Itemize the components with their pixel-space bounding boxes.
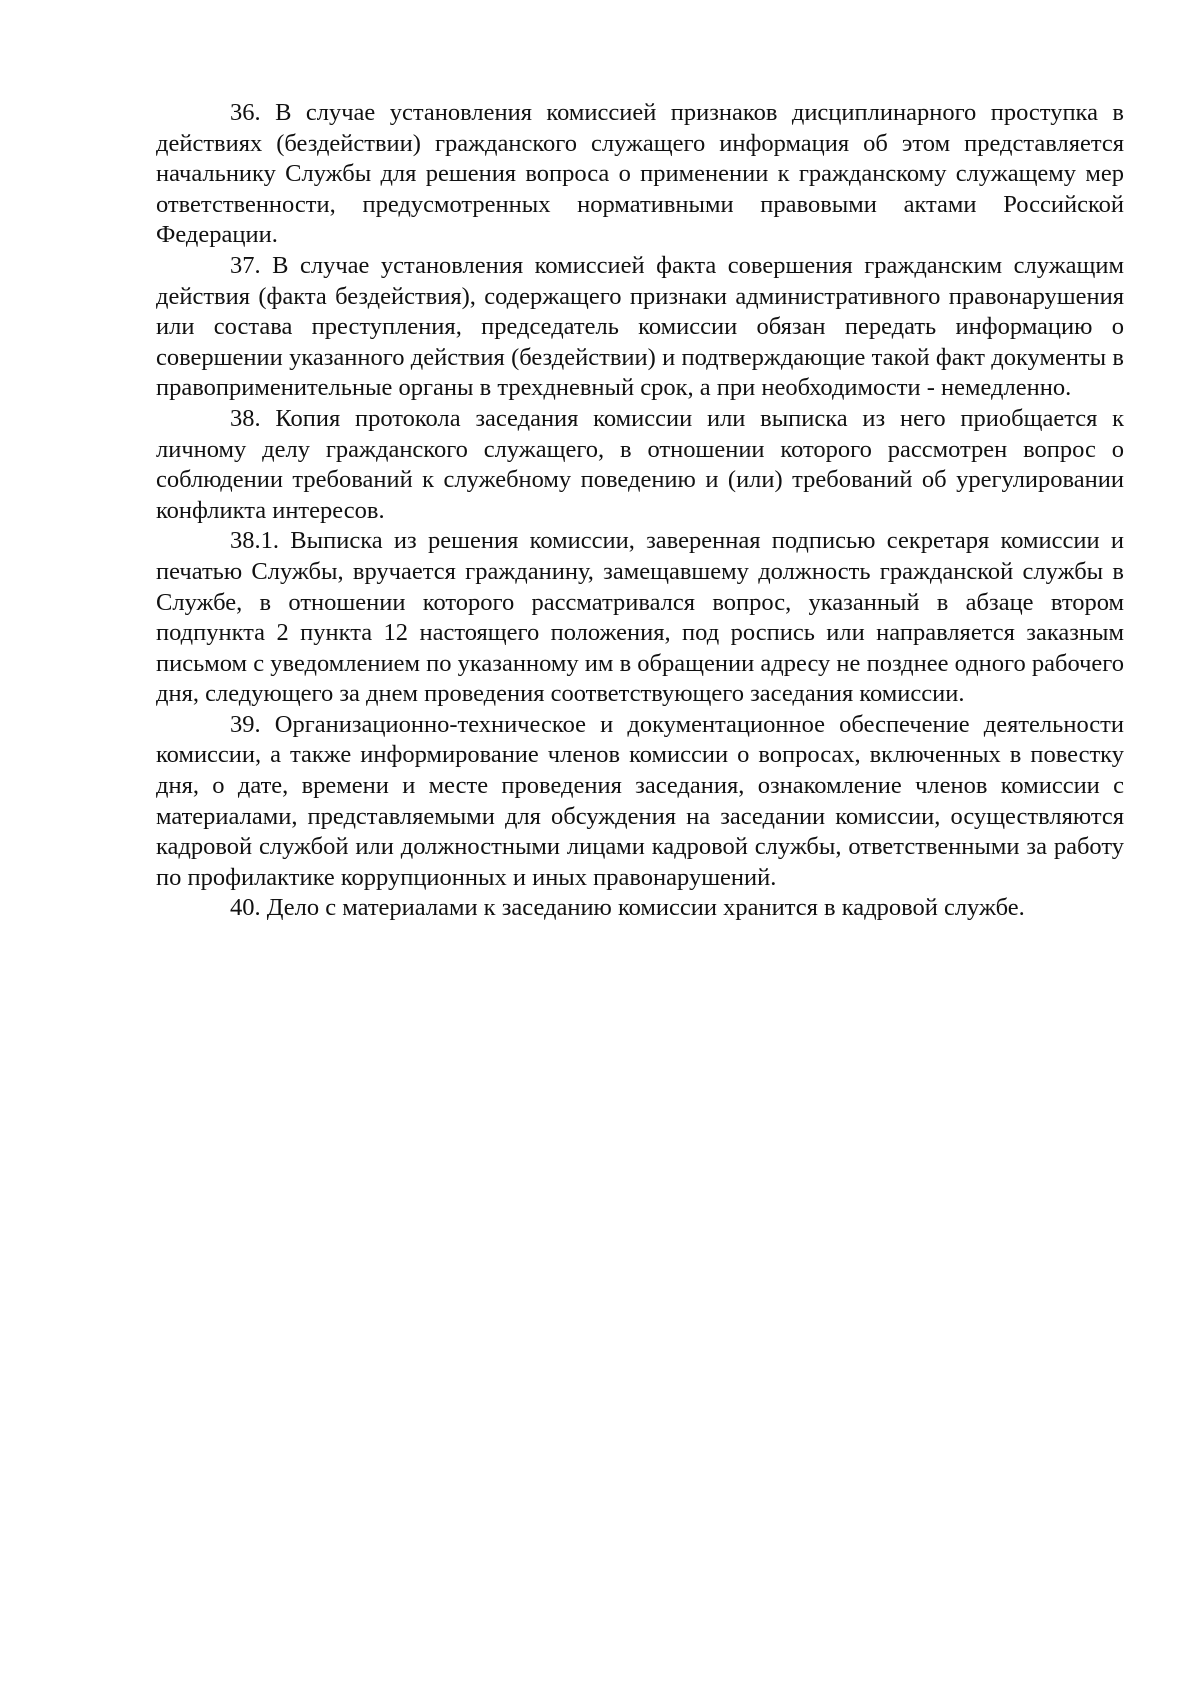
document-body <box>156 98 1124 924</box>
paragraph-38-1: 38.1. Выписка из решения комиссии, заверенная подписью секретаря комиссии и печатью Службы, вручается гражданину, замещавшему должность гражданской службы в Службе, в отношении которого рассматривался вопрос, указанный в абзаце втором подпункта 2 пункта 12 настоящего положения, под роспись или направляется заказным письмом с уведомлением по указанному им в обращении адресу не позднее одного рабочего дня, следующего за днем проведения соответствующего заседания комиссии. <box>156 527 1124 708</box>
paragraph-39: 39. Организационно-техническое и документационное обеспечение деятельности комиссии, а также информирование членов комиссии о вопросах, включенных в повестку дня, о дате, времени и месте проведения заседания, ознакомление членов комиссии с материалами, представляемыми для обсуждения на заседании комиссии, осуществляются кадровой службой или должностными лицами кадровой службы, ответственными за работу по профилактике коррупционных и иных правонарушений. <box>156 710 1124 891</box>
paragraph-37: 37. В случае установления комиссией факта совершения гражданским служащим действия (факта бездействия), содержащего признаки административного правонарушения или состава преступления, председатель комиссии обязан передать информацию о совершении указанного действия (бездействии) и подтверждающие такой факт документы в правоприменительные органы в трехдневный срок, а при необходимости - немедленно. <box>156 251 1124 402</box>
paragraph-40: 40. Дело с материалами к заседанию комиссии хранится в кадровой службе. <box>230 894 1025 922</box>
paragraph-38: 38. Копия протокола заседания комиссии или выписка из него приобщается к личному делу гражданского служащего, в отношении которого рассмотрен вопрос о соблюдении требований к служебному поведению и (или) требований об урегулировании конфликта интересов. <box>156 404 1124 524</box>
paragraph-36: 36. В случае установления комиссией признаков дисциплинарного проступка в действиях (бездействии) гражданского служащего информация об этом представляется начальнику Службы для решения вопроса о применении к гражданскому служащему мер ответственности, предусмотренных нормативными правовыми актами Российской Федерации. <box>156 99 1124 249</box>
